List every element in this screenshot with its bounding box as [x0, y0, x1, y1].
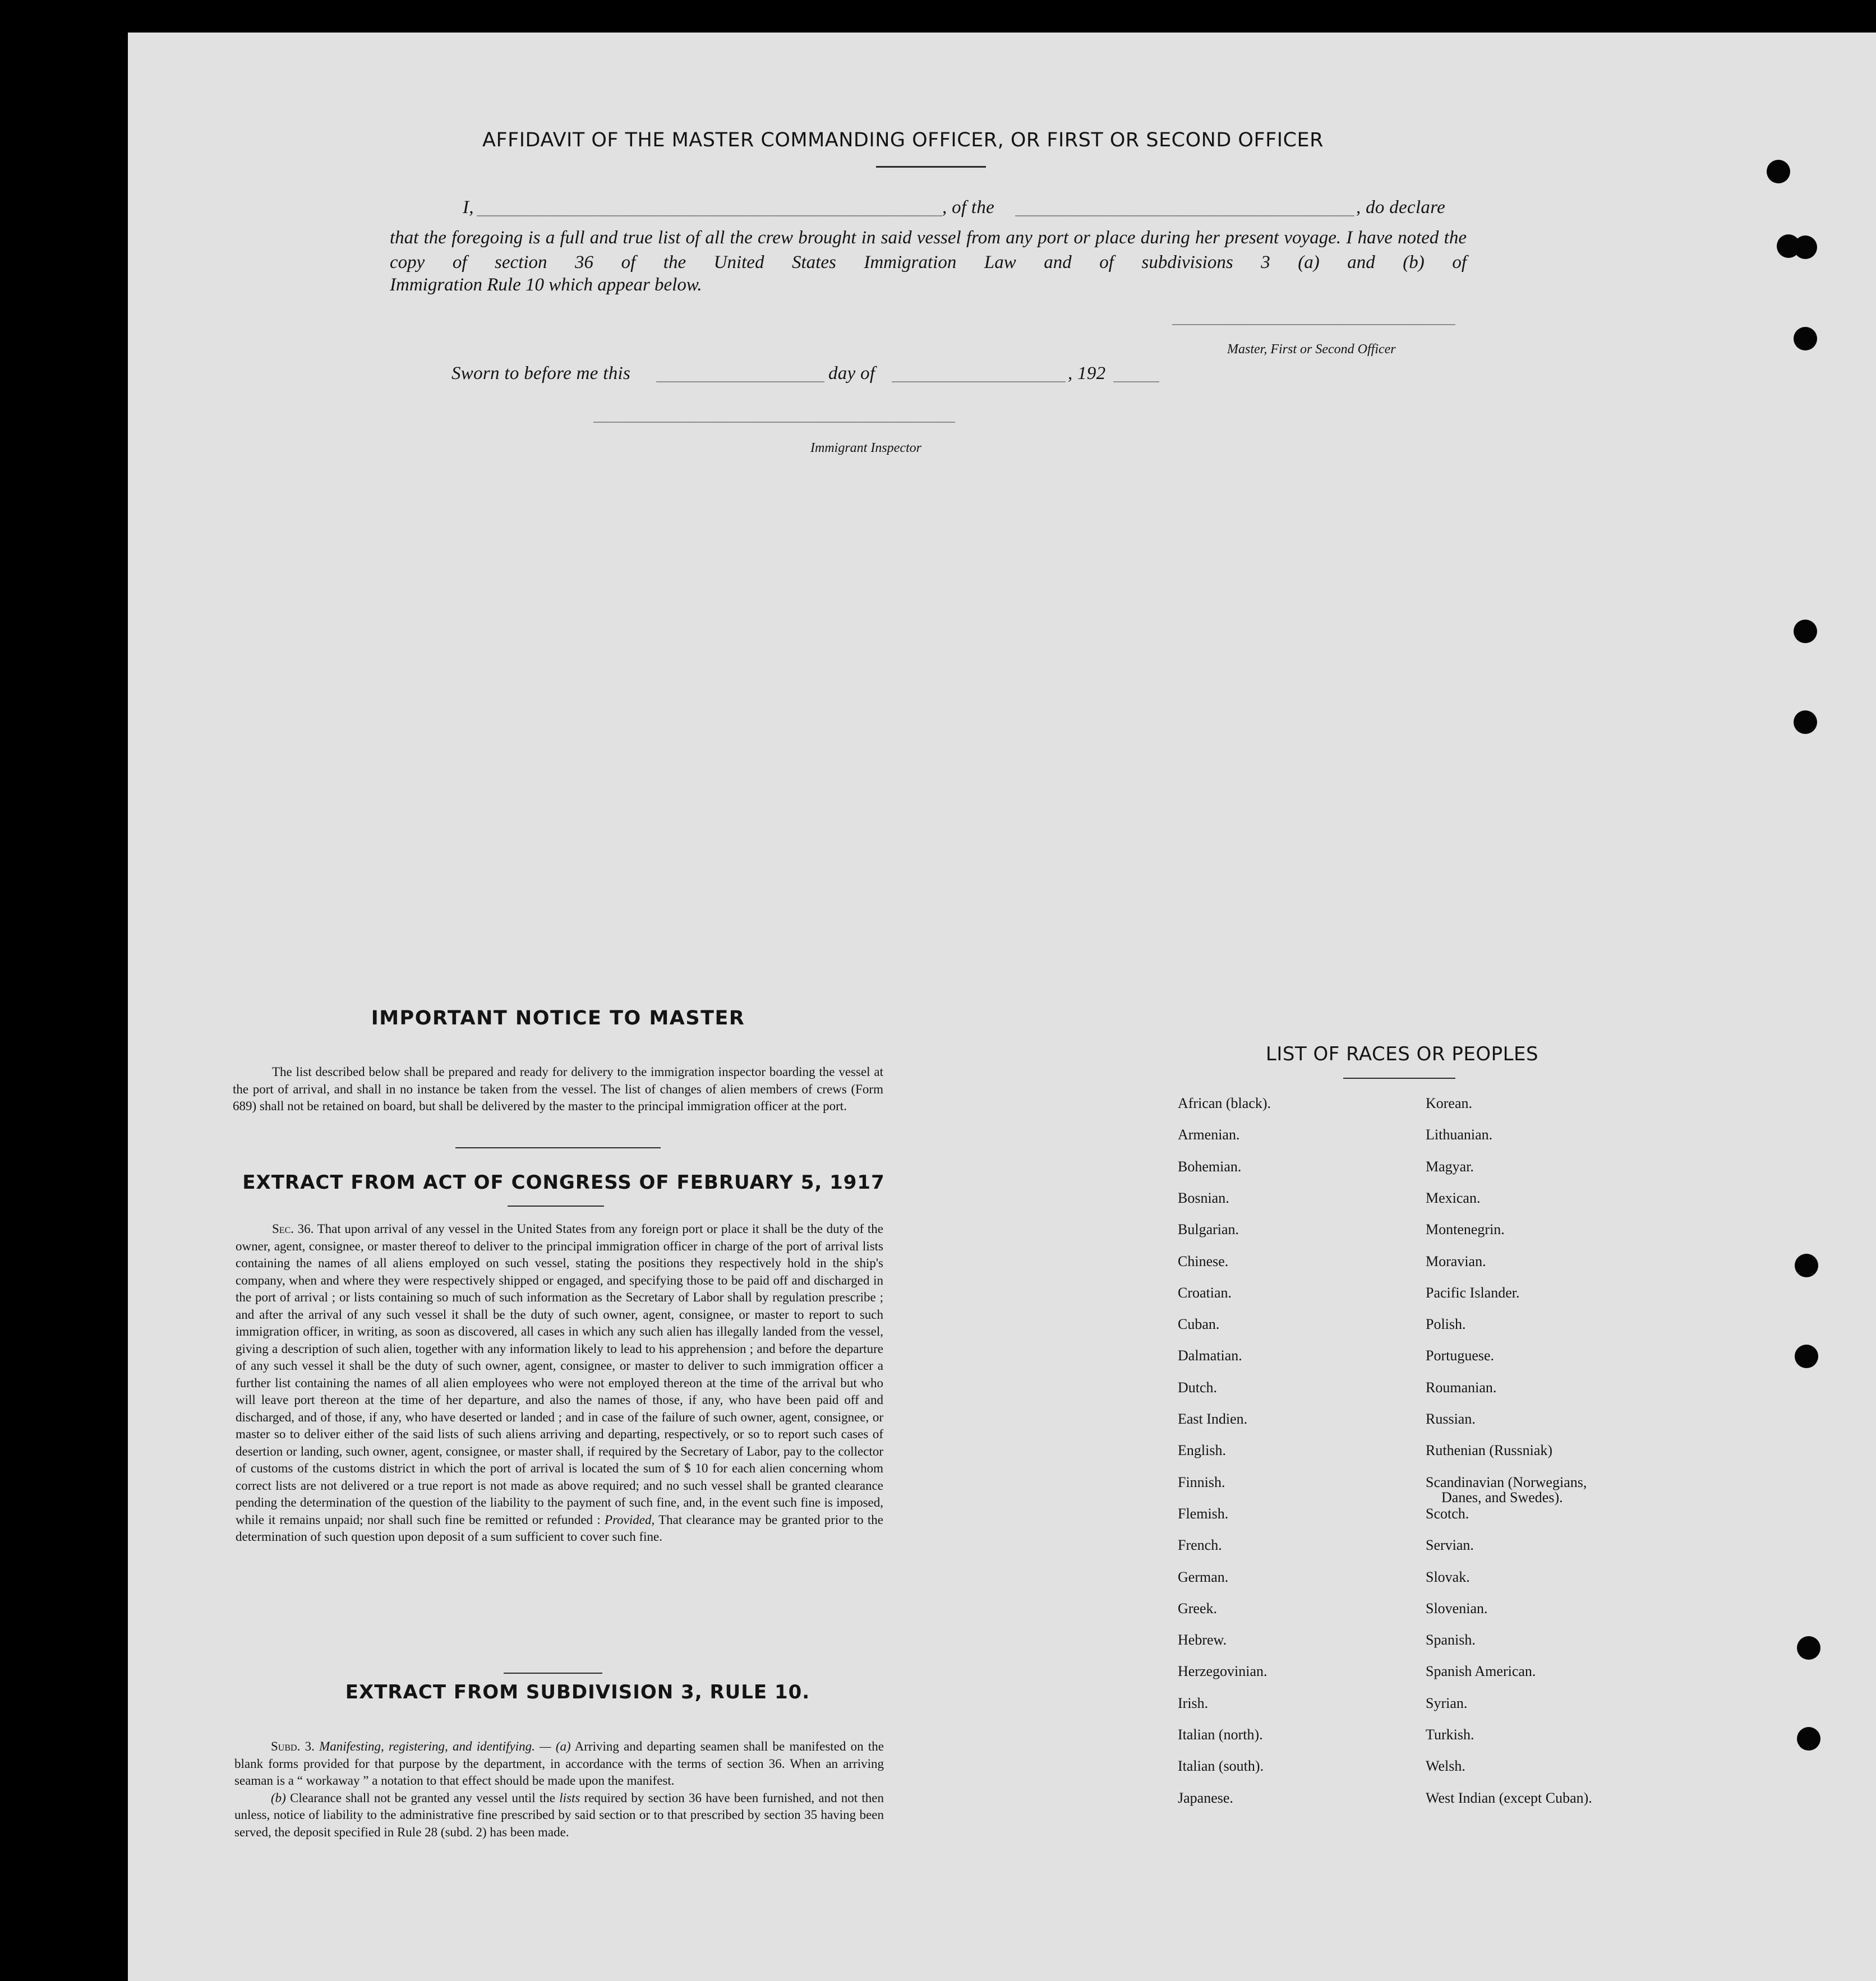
- race-item: Korean.: [1426, 1095, 1473, 1111]
- race-item: Dalmatian.: [1178, 1347, 1242, 1364]
- subd-para-a: Arriving and departing seamen shall be manifested on the blank forms provided for that purpose by the department, in accordance with the terms of section 36. When an arriving seaman is a “ workaway ” a notation to that effect should be made upon the manifest.: [234, 1739, 884, 1788]
- punch-hole: [1797, 1727, 1820, 1751]
- section-divider: [455, 1147, 661, 1148]
- punch-hole: [1795, 1345, 1818, 1368]
- race-item: Scotch.: [1426, 1506, 1469, 1522]
- race-item: Slovak.: [1426, 1569, 1470, 1585]
- rule-extract-title: EXTRACT FROM SUBDIVISION 3, RULE 10.: [345, 1681, 810, 1703]
- declaration-last-line: Immigration Rule 10 which appear below.: [390, 275, 702, 295]
- sec-body: That upon arrival of any vessel in the United States from any foreign port or place it shall be the duty of the owner, agent, consignee, or master thereof to deliver to the principal immigration officer in charge of the port of arrival lists containing the names of all aliens employed on such vessel, stating the positions they respectively hold in the ship's company, when and where they were respectively shipped or engaged, and specifying those to be paid off and discharged in the port of arrival ; or lists containing so much of such information as the Secretary of Labor shall by regulation prescribe ; and after the arrival of any such vessel it shall be the duty of such owner, agent, consignee, or master to report to such immigration officer, in writing, as soon as discovered, all cases in which any such alien has illegally landed from the vessel, giving a description of such alien, together with any information likely to lead to his apprehension ; and before the departure of any such vessel it shall be the duty of such owner, agent, consignee, or master to deliver to such immigration officer a further list containing the names of all alien employees who were not employed thereon at the time of the arrival but who will leave port thereon at the time of her departure, and also the names of those, if any, who have been paid off and discharged, and of those, if any, who have deserted or landed ; and in case of the failure of such owner, agent, consignee, or master so to deliver either of the said lists of such aliens arriving and departing, respectively, or so to report such cases of desertion or landing, such owner, agent, consignee, or master shall, if required by the Secretary of Labor, pay to the collector of customs of the customs district in which the port of arrival is located the sum of $ 10 for each alien concerning whom correct lists are not delivered or a true report is not made as above required; and no such vessel shall be granted clearance pending the determination of the question of the liability to the payment of such fine, and, in the event such fine is imposed, while it remains unpaid; nor shall such fine be remitted or refunded :: [236, 1222, 883, 1527]
- race-item: Roumanian.: [1426, 1379, 1497, 1396]
- race-item: Hebrew.: [1178, 1632, 1227, 1648]
- vessel-name-line[interactable]: [1015, 215, 1354, 216]
- race-item: Pacific Islander.: [1426, 1285, 1520, 1301]
- subd-heading: Manifesting, registering, and identifying. — (a): [319, 1739, 571, 1753]
- race-item: Cuban.: [1178, 1316, 1220, 1332]
- race-item: Lithuanian.: [1426, 1126, 1493, 1143]
- subd-label: Subd. 3.: [271, 1739, 315, 1753]
- subdivision-3-text: [234, 1738, 884, 1841]
- punch-hole: [1794, 710, 1817, 734]
- race-item: Flemish.: [1178, 1506, 1229, 1522]
- race-item: East Indien.: [1178, 1411, 1248, 1427]
- subd-b-post: required by section 36 have been furnished, and not then unless, notice of liability to the administrative fine prescribed by said section or to that prescribed by section 35 having been served, the deposit specified in Rule 28 (subd. 2) has been made.: [234, 1790, 884, 1839]
- section-divider: [504, 1673, 602, 1674]
- section-36-text: [236, 1221, 883, 1546]
- punch-hole: [1794, 620, 1817, 643]
- race-item: Danes, and Swedes).: [1441, 1489, 1563, 1506]
- subd-b-label: (b): [271, 1790, 286, 1805]
- affidavit-title: AFFIDAVIT OF THE MASTER COMMANDING OFFICER, OR FIRST OR SECOND OFFICER: [482, 129, 1324, 151]
- race-item: Slovenian.: [1426, 1600, 1488, 1617]
- race-item: Spanish American.: [1426, 1663, 1536, 1679]
- master-signature-line[interactable]: [1172, 324, 1455, 325]
- do-declare-label: , do declare: [1356, 197, 1446, 218]
- race-item: English.: [1178, 1442, 1226, 1458]
- race-item: French.: [1178, 1537, 1222, 1553]
- race-item: Spanish.: [1426, 1632, 1476, 1648]
- declaration-text: that the foregoing is a full and true list of all the crew brought in said vessel from any port or place during her present voyage. I have noted the copy of section 36 of the United States Immigration Law and of subdivisions 3 (a) and (b) of: [390, 228, 1467, 273]
- sworn-label: Sworn to before me this: [451, 363, 631, 384]
- sworn-year-line[interactable]: [1113, 381, 1159, 382]
- races-title: LIST OF RACES OR PEOPLES: [1265, 1043, 1539, 1065]
- race-item: Bosnian.: [1178, 1190, 1229, 1206]
- subd-b-lists: lists: [559, 1790, 580, 1805]
- race-item: Syrian.: [1426, 1695, 1468, 1711]
- provided-word: Provided,: [605, 1512, 655, 1527]
- race-item: Polish.: [1426, 1316, 1466, 1332]
- race-item: Dutch.: [1178, 1379, 1218, 1396]
- inspector-signature-line[interactable]: [593, 422, 955, 423]
- title-underline: [876, 166, 986, 168]
- sec-body-end: That clearance may be granted prior to the determination of such question upon deposit of a sum sufficient to cover such fine.: [236, 1512, 884, 1544]
- sec-label: Sec. 36.: [272, 1222, 314, 1236]
- sworn-day-line[interactable]: [656, 381, 824, 382]
- race-item: West Indian (except Cuban).: [1426, 1790, 1592, 1806]
- punch-hole: [1797, 1636, 1820, 1660]
- section-divider: [508, 1206, 604, 1207]
- race-item: Ruthenian (Russniak): [1426, 1442, 1553, 1458]
- race-item: Italian (north).: [1178, 1726, 1263, 1743]
- race-item: Turkish.: [1426, 1726, 1474, 1743]
- race-item: Finnish.: [1178, 1474, 1225, 1490]
- affiant-name-line[interactable]: [477, 215, 942, 216]
- race-item: Armenian.: [1178, 1126, 1240, 1143]
- notice-title: IMPORTANT NOTICE TO MASTER: [371, 1007, 745, 1029]
- of-the-label: , of the: [942, 197, 995, 218]
- race-item: Portuguese.: [1426, 1347, 1495, 1364]
- race-item: Montenegrin.: [1426, 1221, 1505, 1237]
- punch-hole: [1795, 1254, 1818, 1277]
- race-item: Welsh.: [1426, 1758, 1465, 1774]
- race-item: Croatian.: [1178, 1285, 1232, 1301]
- race-item: Bohemian.: [1178, 1158, 1242, 1175]
- race-item: Russian.: [1426, 1411, 1476, 1427]
- race-item: Chinese.: [1178, 1253, 1229, 1269]
- race-item: Moravian.: [1426, 1253, 1486, 1269]
- year-label: , 192: [1068, 363, 1106, 384]
- race-item: Bulgarian.: [1178, 1221, 1239, 1237]
- punch-hole: [1767, 160, 1790, 183]
- signature-caption: Master, First or Second Officer: [1227, 342, 1396, 357]
- race-item: German.: [1178, 1569, 1229, 1585]
- race-item: African (black).: [1178, 1095, 1271, 1111]
- subd-b-pre: Clearance shall not be granted any vessel until the: [290, 1790, 555, 1805]
- punch-hole: [1794, 327, 1817, 350]
- race-item: Irish.: [1178, 1695, 1209, 1711]
- races-title-underline: [1343, 1078, 1455, 1079]
- race-item: Greek.: [1178, 1600, 1218, 1617]
- punch-hole: [1794, 235, 1817, 259]
- notice-body: The list described below shall be prepared and ready for delivery to the immigration inspector boarding the vessel at the port of arrival, and shall in no instance be taken from the vessel. The list of changes of alien members of crews (Form 689) shall not be retained on board, but shall be delivered by the master to the principal immigration officer at the port.: [233, 1065, 883, 1113]
- race-item: Servian.: [1426, 1537, 1474, 1553]
- race-item: Herzegovinian.: [1178, 1663, 1267, 1679]
- race-item: Magyar.: [1426, 1158, 1474, 1175]
- sworn-month-line[interactable]: [892, 381, 1066, 382]
- race-item: Scandinavian (Norwegians,: [1426, 1474, 1587, 1490]
- race-item: Italian (south).: [1178, 1758, 1264, 1774]
- inspector-caption: Immigrant Inspector: [810, 441, 921, 455]
- race-item: Japanese.: [1178, 1790, 1233, 1806]
- race-item: Mexican.: [1426, 1190, 1481, 1206]
- day-of-label: day of: [828, 363, 875, 384]
- affiant-label: I,: [463, 197, 474, 218]
- act-extract-title: EXTRACT FROM ACT OF CONGRESS OF FEBRUARY 5, 1917: [242, 1171, 885, 1194]
